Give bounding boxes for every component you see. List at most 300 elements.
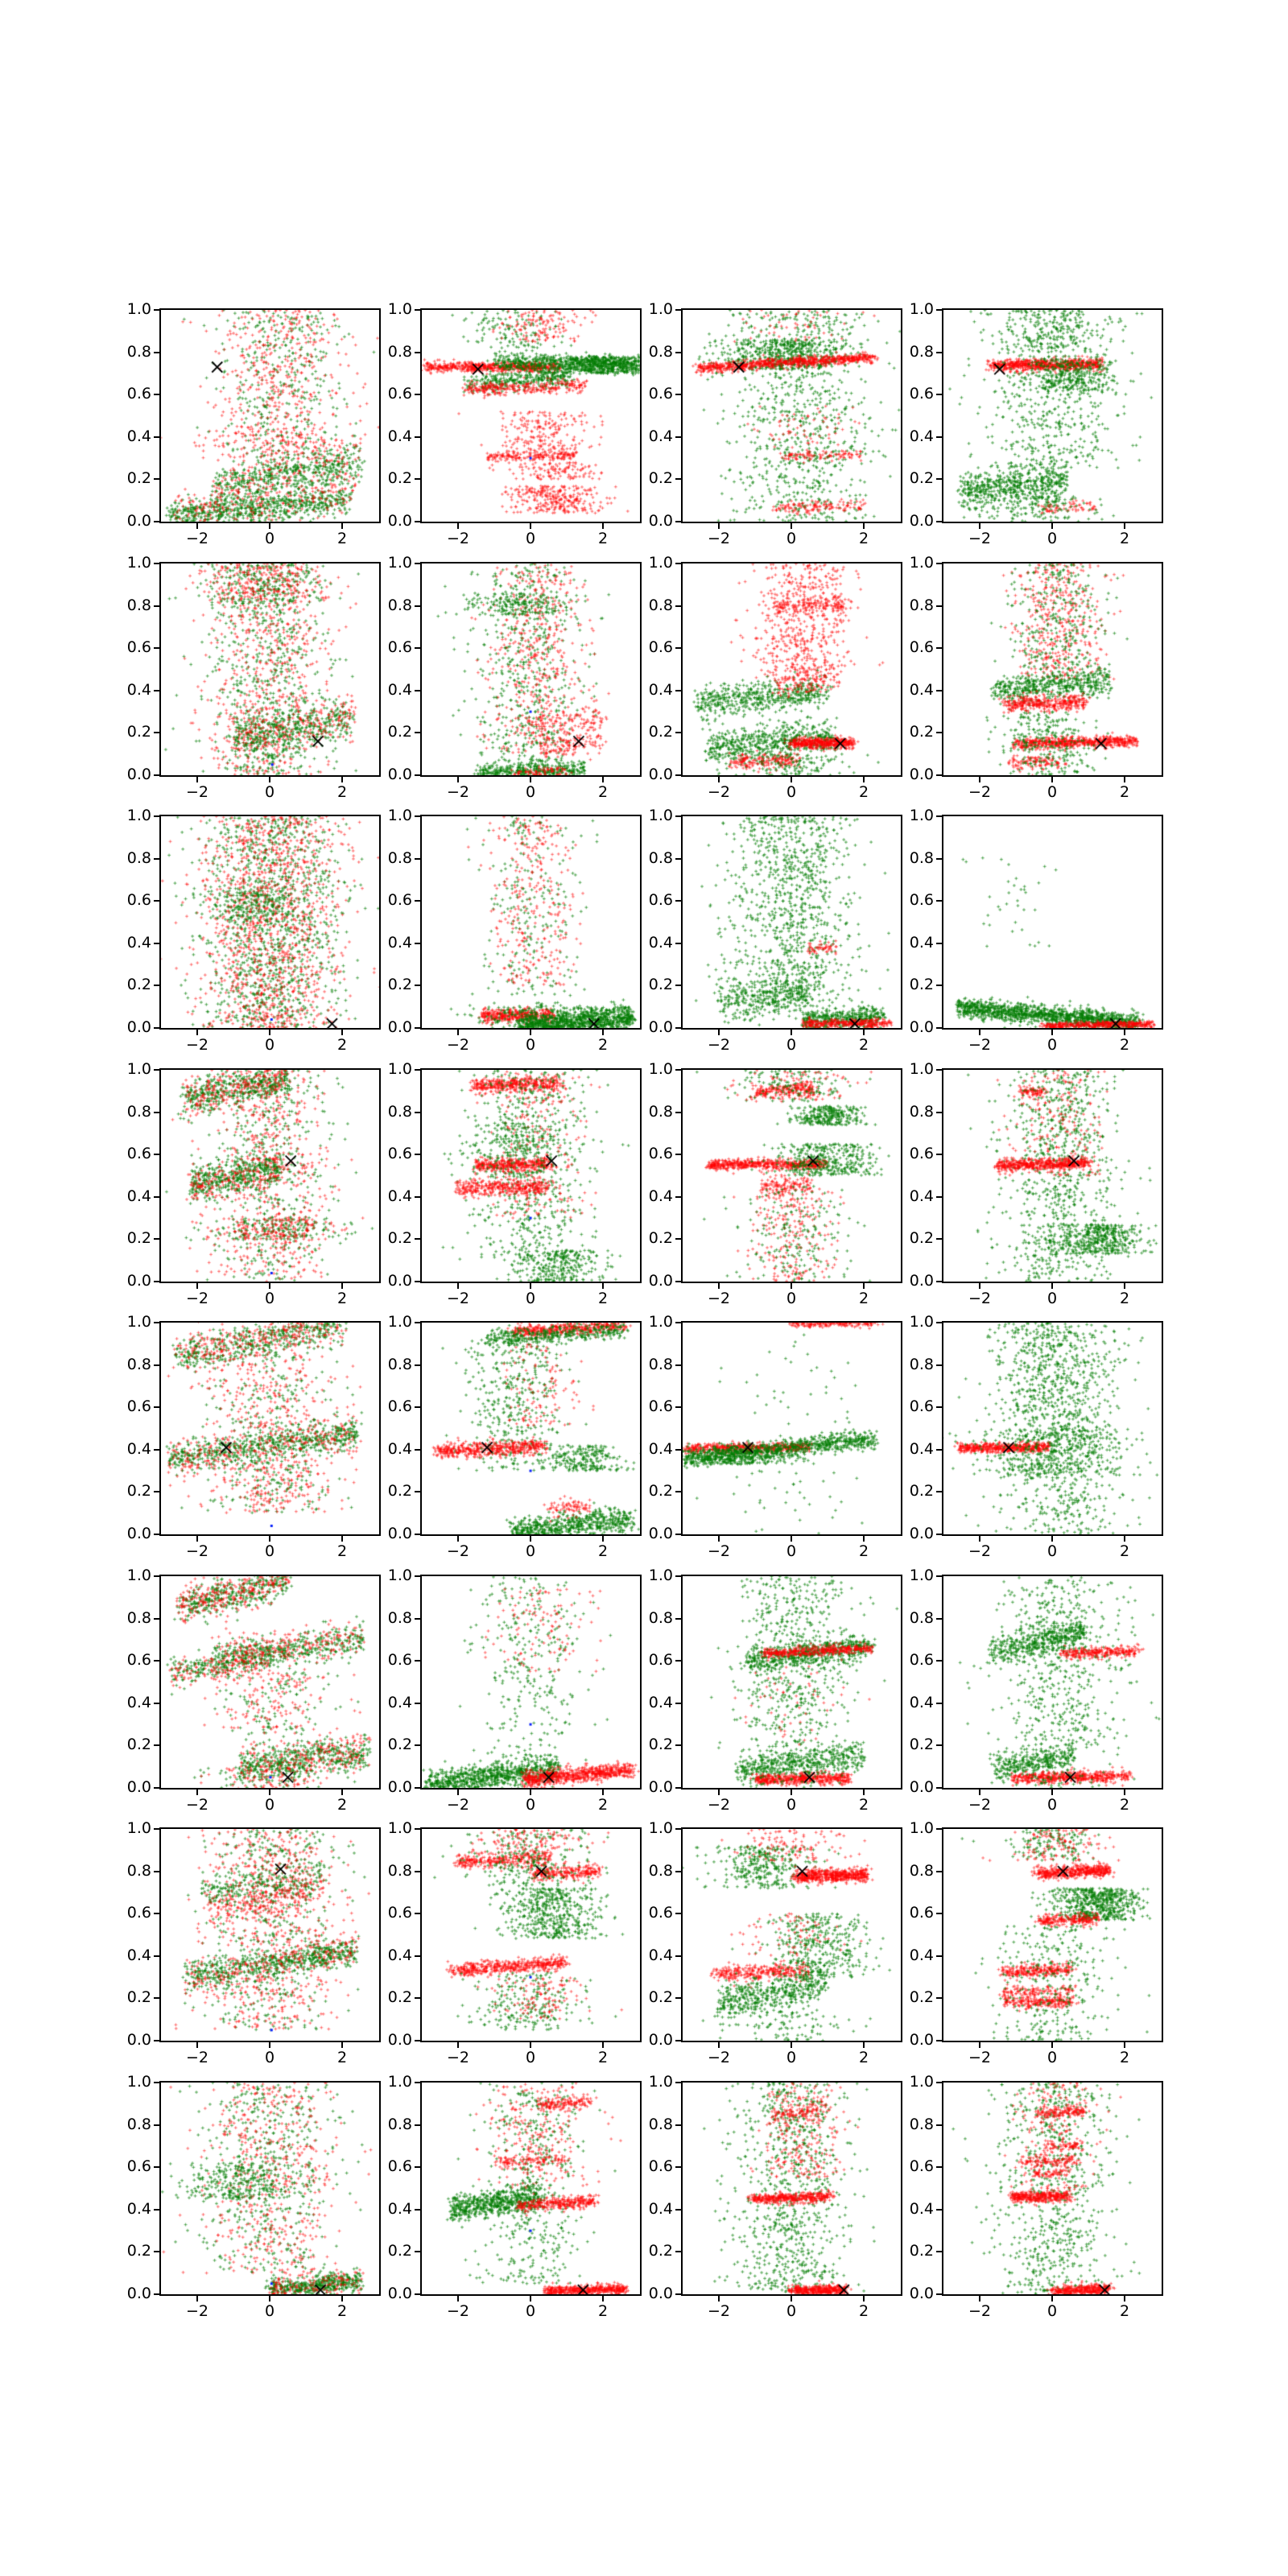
- y-tick-label: 0.6: [126, 891, 151, 910]
- y-tick: [154, 1281, 159, 1282]
- x-tick: [341, 1790, 343, 1795]
- scatter-canvas: [161, 1323, 379, 1534]
- y-tick: [936, 2293, 942, 2295]
- y-tick-label: 0.0: [648, 2031, 673, 2049]
- y-tick-label: 0.4: [909, 427, 934, 445]
- x-tick: [530, 1790, 531, 1795]
- y-tick-label: 1.0: [387, 2073, 412, 2091]
- y-tick: [936, 1703, 942, 1704]
- y-tick-label: 0.0: [909, 2285, 934, 2302]
- x-tick: [530, 2042, 531, 2048]
- y-tick-label: 0.8: [126, 1861, 151, 1880]
- x-tick: [791, 1030, 792, 1035]
- y-tick: [675, 2166, 681, 2168]
- x-tick: [791, 1790, 792, 1795]
- y-tick-label: 0.8: [648, 596, 673, 614]
- scatter-canvas: [422, 2083, 640, 2294]
- y-tick-label: 0.0: [387, 1272, 412, 1290]
- x-tick-label: −2: [186, 530, 209, 547]
- x-tick: [1051, 2296, 1053, 2301]
- y-tick-label: 0.8: [909, 1608, 934, 1627]
- y-tick-label: 0.2: [909, 2242, 934, 2260]
- y-tick: [154, 1238, 159, 1240]
- y-tick: [936, 732, 942, 733]
- y-tick-label: 1.0: [648, 300, 673, 318]
- y-tick-label: 0.6: [387, 891, 412, 910]
- y-tick-label: 0.0: [648, 512, 673, 530]
- x-tick: [269, 2042, 270, 2048]
- y-tick: [154, 732, 159, 733]
- y-tick-label: 0.8: [387, 596, 412, 614]
- y-tick-label: 0.8: [126, 1355, 151, 1373]
- y-tick: [675, 1660, 681, 1662]
- x-tick-label: 0: [1047, 783, 1058, 801]
- y-tick: [675, 2124, 681, 2126]
- x-tick-label: 2: [859, 1290, 869, 1307]
- scatter-canvas: [161, 564, 379, 775]
- y-tick: [154, 1618, 159, 1620]
- x-tick-label: −2: [186, 1542, 209, 1560]
- x-tick-label: 2: [1120, 783, 1130, 801]
- y-tick-label: 0.4: [387, 1946, 412, 1964]
- y-tick-label: 0.4: [126, 1946, 151, 1964]
- y-tick: [415, 1322, 420, 1323]
- y-tick-label: 0.4: [126, 1693, 151, 1711]
- y-tick: [415, 1069, 420, 1071]
- y-tick: [415, 1534, 420, 1535]
- y-tick-label: 0.8: [648, 848, 673, 867]
- y-tick-label: 0.6: [387, 1145, 412, 1163]
- x-tick-label: 2: [598, 530, 609, 547]
- x-tick: [1051, 2042, 1053, 2048]
- subplot-r5c3: [648, 1313, 902, 1560]
- x-tick-label: −2: [708, 1796, 731, 1814]
- y-tick-label: 1.0: [648, 2073, 673, 2091]
- y-tick-label: 0.4: [909, 1693, 934, 1711]
- x-tick-label: −2: [968, 2302, 992, 2320]
- x-tick: [791, 2042, 792, 2048]
- y-tick: [675, 2082, 681, 2083]
- x-tick: [341, 1283, 343, 1289]
- y-tick-label: 1.0: [387, 807, 412, 824]
- y-tick: [675, 1534, 681, 1535]
- y-tick-label: 0.6: [387, 1397, 412, 1416]
- scatter-canvas: [683, 1829, 901, 2041]
- y-tick: [936, 1491, 942, 1492]
- y-tick: [936, 1364, 942, 1366]
- y-tick-label: 0.0: [126, 1525, 151, 1542]
- y-tick: [675, 436, 681, 438]
- subplot-r2c2: [387, 554, 642, 801]
- y-tick: [675, 1744, 681, 1746]
- y-tick: [675, 563, 681, 564]
- y-tick-label: 1.0: [909, 1060, 934, 1078]
- y-tick-label: 0.6: [126, 1904, 151, 1922]
- y-tick-label: 0.4: [909, 2199, 934, 2218]
- scatter-canvas: [422, 1829, 640, 2041]
- scatter-canvas: [943, 310, 1162, 522]
- x-tick: [457, 2042, 459, 2048]
- y-tick-label: 0.2: [126, 1482, 151, 1501]
- x-tick: [196, 2042, 198, 2048]
- y-tick-label: 0.0: [909, 512, 934, 530]
- x-tick: [196, 523, 198, 529]
- x-tick: [602, 1283, 604, 1289]
- x-tick: [863, 2042, 865, 2048]
- y-tick: [936, 521, 942, 522]
- y-tick: [415, 1364, 420, 1366]
- x-tick: [1124, 1536, 1125, 1542]
- y-tick-label: 0.8: [648, 342, 673, 361]
- y-tick-label: 0.4: [387, 933, 412, 952]
- y-tick: [415, 605, 420, 607]
- subplot-r4c1: [126, 1060, 381, 1307]
- y-tick-label: 0.4: [126, 1439, 151, 1458]
- x-tick-label: 2: [859, 783, 869, 801]
- y-tick: [154, 1787, 159, 1789]
- scatter-canvas: [943, 564, 1162, 775]
- y-tick-label: 0.8: [387, 1102, 412, 1121]
- y-tick: [936, 309, 942, 311]
- x-tick: [979, 2296, 980, 2301]
- y-tick-label: 0.6: [648, 1397, 673, 1416]
- y-tick: [675, 732, 681, 733]
- y-tick: [415, 1406, 420, 1408]
- y-tick: [936, 1281, 942, 1282]
- scatter-canvas: [943, 1323, 1162, 1534]
- x-tick: [196, 1283, 198, 1289]
- x-tick-label: −2: [186, 2049, 209, 2066]
- y-tick-label: 0.2: [387, 976, 412, 994]
- x-tick-label: 2: [859, 530, 869, 547]
- y-tick-label: 0.0: [387, 1018, 412, 1036]
- y-tick: [415, 815, 420, 817]
- y-tick: [675, 647, 681, 649]
- y-tick-label: 0.4: [648, 680, 673, 699]
- x-tick: [602, 2296, 604, 2301]
- y-tick: [936, 1575, 942, 1577]
- x-tick-label: 0: [786, 1542, 797, 1560]
- y-tick: [675, 1871, 681, 1872]
- y-tick: [154, 858, 159, 860]
- subplot-r1c2: [387, 300, 642, 547]
- y-tick-label: 0.2: [648, 1482, 673, 1501]
- y-tick: [415, 1955, 420, 1957]
- y-tick: [415, 2209, 420, 2211]
- subplot-r7c2: [387, 1819, 642, 2066]
- y-tick-label: 0.0: [387, 766, 412, 783]
- x-tick-label: −2: [186, 1796, 209, 1814]
- y-tick-label: 0.8: [387, 1608, 412, 1627]
- y-tick-label: 1.0: [648, 1819, 673, 1837]
- y-tick: [675, 2209, 681, 2211]
- y-tick: [415, 1238, 420, 1240]
- x-tick-label: 2: [598, 2049, 609, 2066]
- y-tick: [154, 943, 159, 944]
- y-tick-label: 0.6: [909, 2157, 934, 2176]
- x-tick-label: −2: [447, 2302, 470, 2320]
- y-tick-label: 0.0: [648, 1018, 673, 1036]
- y-tick: [415, 943, 420, 944]
- subplot-r8c2: [387, 2073, 642, 2320]
- y-tick-label: 0.8: [126, 1608, 151, 1627]
- y-tick: [936, 1069, 942, 1071]
- x-tick-label: 2: [1120, 2302, 1130, 2320]
- y-tick-label: 0.0: [909, 1272, 934, 1290]
- y-tick: [936, 478, 942, 480]
- scatter-canvas: [161, 1829, 379, 2041]
- x-tick-label: −2: [447, 1796, 470, 1814]
- y-tick-label: 0.4: [909, 680, 934, 699]
- y-tick-label: 0.8: [126, 342, 151, 361]
- y-tick: [675, 985, 681, 986]
- x-tick-label: −2: [708, 2049, 731, 2066]
- y-tick-label: 0.4: [126, 1187, 151, 1205]
- x-tick: [196, 1790, 198, 1795]
- subplot-r4c3: [648, 1060, 902, 1307]
- y-tick-label: 0.2: [126, 976, 151, 994]
- y-tick: [675, 2293, 681, 2295]
- subplot-r1c3: [648, 300, 902, 547]
- x-tick-label: −2: [968, 783, 992, 801]
- scatter-canvas: [161, 310, 379, 522]
- y-tick: [936, 436, 942, 438]
- y-tick-label: 0.8: [387, 2115, 412, 2133]
- y-tick: [675, 1828, 681, 1830]
- y-tick: [154, 1449, 159, 1451]
- y-tick: [936, 605, 942, 607]
- y-tick-label: 0.0: [387, 2285, 412, 2302]
- y-tick: [415, 774, 420, 776]
- y-tick-label: 0.2: [387, 1229, 412, 1248]
- y-tick: [154, 1575, 159, 1577]
- y-tick: [154, 1069, 159, 1071]
- subplot-r5c4: [909, 1313, 1163, 1560]
- y-tick-label: 0.6: [648, 638, 673, 657]
- y-tick-label: 0.0: [648, 1778, 673, 1796]
- y-tick: [154, 1955, 159, 1957]
- y-tick-label: 0.2: [909, 469, 934, 488]
- y-tick-label: 0.6: [909, 1904, 934, 1922]
- y-tick: [154, 1112, 159, 1113]
- y-tick: [154, 1406, 159, 1408]
- y-tick: [154, 2166, 159, 2168]
- x-tick: [1124, 1283, 1125, 1289]
- y-tick: [936, 943, 942, 944]
- y-tick-label: 0.4: [126, 427, 151, 445]
- x-tick: [1124, 523, 1125, 529]
- subplot-r7c3: [648, 1819, 902, 2066]
- y-tick: [154, 1913, 159, 1914]
- x-tick-label: 0: [526, 1290, 536, 1307]
- x-tick: [791, 777, 792, 782]
- y-tick-label: 0.2: [909, 1229, 934, 1248]
- scatter-canvas: [683, 1070, 901, 1282]
- y-tick-label: 1.0: [909, 1819, 934, 1837]
- y-tick-label: 0.2: [648, 1736, 673, 1754]
- x-tick-label: 2: [337, 783, 348, 801]
- y-tick-label: 0.4: [909, 933, 934, 952]
- x-tick: [269, 1283, 270, 1289]
- y-tick: [936, 1618, 942, 1620]
- y-tick-label: 0.6: [387, 1651, 412, 1670]
- y-tick: [936, 2040, 942, 2041]
- x-tick: [530, 777, 531, 782]
- x-tick-label: −2: [447, 530, 470, 547]
- y-tick: [154, 1744, 159, 1746]
- x-tick: [863, 1283, 865, 1289]
- y-tick-label: 0.4: [387, 427, 412, 445]
- y-tick: [415, 563, 420, 564]
- x-tick: [979, 2042, 980, 2048]
- x-tick: [341, 523, 343, 529]
- y-tick-label: 0.2: [387, 1482, 412, 1501]
- y-tick: [415, 436, 420, 438]
- x-tick-label: 2: [337, 1290, 348, 1307]
- y-tick: [154, 774, 159, 776]
- x-tick-label: 0: [526, 783, 536, 801]
- y-tick: [415, 985, 420, 986]
- x-tick: [863, 1030, 865, 1035]
- y-tick-label: 0.0: [126, 512, 151, 530]
- y-tick: [415, 1913, 420, 1914]
- y-tick: [675, 1491, 681, 1492]
- y-tick-label: 0.8: [126, 596, 151, 614]
- y-tick-label: 1.0: [648, 1060, 673, 1078]
- y-tick-label: 0.2: [909, 1482, 934, 1501]
- y-tick-label: 0.6: [648, 1651, 673, 1670]
- x-tick-label: 0: [1047, 1290, 1058, 1307]
- y-tick: [675, 1575, 681, 1577]
- y-tick-label: 0.2: [909, 976, 934, 994]
- y-tick-label: 1.0: [909, 1567, 934, 1584]
- subplot-r7c4: [909, 1819, 1163, 2066]
- y-tick: [154, 1491, 159, 1492]
- x-tick: [1051, 1283, 1053, 1289]
- x-tick-label: −2: [186, 1036, 209, 1054]
- x-tick-label: 0: [265, 1036, 275, 1054]
- y-tick-label: 0.0: [126, 1018, 151, 1036]
- y-tick-label: 0.4: [909, 1946, 934, 1964]
- y-tick-label: 0.6: [909, 1145, 934, 1163]
- y-tick-label: 0.4: [909, 1439, 934, 1458]
- x-tick-label: 2: [337, 1542, 348, 1560]
- x-tick-label: −2: [186, 2302, 209, 2320]
- y-tick-label: 0.6: [648, 1145, 673, 1163]
- x-tick-label: 0: [1047, 2302, 1058, 2320]
- y-tick: [415, 900, 420, 902]
- y-tick: [154, 815, 159, 817]
- scatter-canvas: [943, 2083, 1162, 2294]
- x-tick-label: 0: [1047, 1542, 1058, 1560]
- subplot-r3c4: [909, 807, 1163, 1054]
- y-tick: [936, 1112, 942, 1113]
- x-tick: [457, 1283, 459, 1289]
- scatter-canvas: [683, 2083, 901, 2294]
- x-tick-label: 2: [598, 783, 609, 801]
- y-tick-label: 0.0: [126, 1272, 151, 1290]
- x-tick-label: 0: [526, 2302, 536, 2320]
- y-tick: [154, 2082, 159, 2083]
- x-tick-label: 0: [265, 2049, 275, 2066]
- x-tick-label: 0: [265, 2302, 275, 2320]
- x-tick: [1051, 1790, 1053, 1795]
- y-tick-label: 0.6: [126, 1397, 151, 1416]
- y-tick: [936, 1787, 942, 1789]
- y-tick: [415, 1828, 420, 1830]
- x-tick-label: 0: [526, 1036, 536, 1054]
- y-tick: [154, 1322, 159, 1323]
- y-tick: [415, 1112, 420, 1113]
- y-tick: [415, 1154, 420, 1155]
- scatter-canvas: [683, 816, 901, 1028]
- x-tick: [863, 1790, 865, 1795]
- x-tick-label: 2: [337, 1796, 348, 1814]
- y-tick: [675, 1112, 681, 1113]
- y-tick: [415, 1449, 420, 1451]
- x-tick-label: 0: [265, 530, 275, 547]
- y-tick: [936, 774, 942, 776]
- y-tick-label: 0.6: [909, 891, 934, 910]
- x-tick: [1124, 2296, 1125, 2301]
- y-tick-label: 1.0: [648, 554, 673, 572]
- subplot-r5c1: [126, 1313, 381, 1560]
- y-tick: [154, 900, 159, 902]
- x-tick: [457, 2296, 459, 2301]
- x-tick: [457, 1030, 459, 1035]
- y-tick: [415, 732, 420, 733]
- x-tick: [530, 523, 531, 529]
- x-tick-label: 0: [1047, 1036, 1058, 1054]
- subplot-r5c2: [387, 1313, 642, 1560]
- subplot-r3c2: [387, 807, 642, 1054]
- x-tick: [602, 2042, 604, 2048]
- y-tick: [415, 1787, 420, 1789]
- x-tick: [457, 777, 459, 782]
- y-tick-label: 0.2: [648, 1988, 673, 2007]
- x-tick-label: 2: [1120, 1290, 1130, 1307]
- subplot-r6c4: [909, 1567, 1163, 1814]
- x-tick: [863, 777, 865, 782]
- y-tick-label: 0.8: [648, 1102, 673, 1121]
- y-tick-label: 0.8: [909, 1861, 934, 1880]
- y-tick: [154, 1828, 159, 1830]
- subplot-r8c4: [909, 2073, 1163, 2320]
- x-tick: [602, 1790, 604, 1795]
- y-tick-label: 0.8: [126, 2115, 151, 2133]
- y-tick-label: 0.4: [648, 1439, 673, 1458]
- scatter-canvas: [422, 1576, 640, 1788]
- x-tick-label: 2: [598, 1290, 609, 1307]
- x-tick: [1051, 1030, 1053, 1035]
- y-tick: [675, 1406, 681, 1408]
- y-tick-label: 0.6: [648, 1904, 673, 1922]
- x-tick: [530, 1283, 531, 1289]
- y-tick-label: 0.2: [387, 469, 412, 488]
- y-tick: [415, 1281, 420, 1282]
- x-tick-label: 0: [526, 1542, 536, 1560]
- y-tick-label: 0.4: [648, 427, 673, 445]
- y-tick-label: 0.0: [126, 2285, 151, 2302]
- y-tick-label: 0.2: [126, 1988, 151, 2007]
- x-tick-label: −2: [447, 1542, 470, 1560]
- x-tick-label: 0: [265, 783, 275, 801]
- subplot-r8c1: [126, 2073, 381, 2320]
- y-tick: [675, 605, 681, 607]
- y-tick: [415, 690, 420, 691]
- x-tick-label: 0: [526, 1796, 536, 1814]
- y-tick: [936, 1322, 942, 1323]
